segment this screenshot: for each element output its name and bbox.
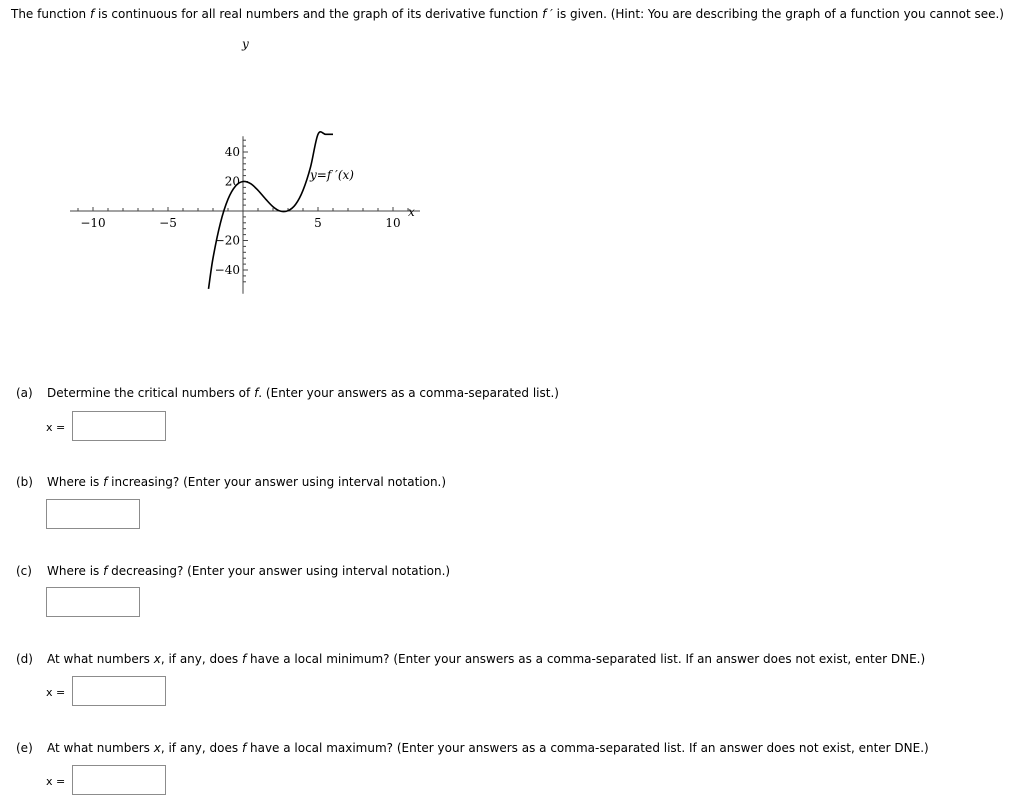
derivative-graph bbox=[70, 30, 430, 375]
question-e-text-1: At what numbers bbox=[47, 741, 154, 755]
answer-c-input[interactable] bbox=[46, 587, 140, 617]
question-a-text-2: . (Enter your answers as a comma-separated list.) bbox=[258, 386, 559, 400]
question-d-text-3: have a local minimum? (Enter your answers as a comma-separated list. If an answer does not exist, enter DNE.) bbox=[246, 652, 926, 666]
question-e-x-symbol: x bbox=[153, 741, 161, 755]
answer-d-input[interactable] bbox=[72, 676, 166, 706]
question-d-tag: (d) bbox=[16, 652, 33, 666]
y-tick-label: 40 bbox=[224, 145, 240, 159]
question-d-f-symbol: f bbox=[241, 652, 247, 666]
question-a bbox=[16, 386, 559, 400]
question-b-text-2: increasing? (Enter your answer using interval notation.) bbox=[107, 475, 447, 489]
question-a-tag: (a) bbox=[16, 386, 33, 400]
intro-text-1: The function bbox=[11, 7, 90, 21]
question-d-text-2: , if any, does bbox=[160, 652, 242, 666]
question-e-text-3: have a local maximum? (Enter your answers as a comma-separated list. If an answer does not exist, enter DNE.) bbox=[246, 741, 929, 755]
question-e-tag: (e) bbox=[16, 741, 33, 755]
question-e-text-2: , if any, does bbox=[160, 741, 242, 755]
question-b-text-1: Where is bbox=[47, 475, 104, 489]
intro-text-2: is continuous for all real numbers and the graph of its derivative function bbox=[94, 7, 543, 21]
question-b-tag: (b) bbox=[16, 475, 33, 489]
y-axis-label: y bbox=[242, 37, 249, 51]
question-d-x-symbol: x bbox=[153, 652, 161, 666]
x-tick-label: 5 bbox=[314, 216, 322, 230]
x-axis-label: x bbox=[408, 205, 415, 219]
answer-d-x-label: x = bbox=[46, 686, 66, 699]
intro-f-symbol: f bbox=[89, 7, 95, 21]
question-a-text-1: Determine the critical numbers of bbox=[47, 386, 255, 400]
question-c-text-1: Where is bbox=[47, 564, 104, 578]
answer-e-input[interactable] bbox=[72, 765, 166, 795]
problem-statement bbox=[11, 7, 1004, 21]
answer-a-input[interactable] bbox=[72, 411, 166, 441]
answer-a-x-label: x = bbox=[46, 421, 66, 434]
question-b bbox=[16, 475, 446, 489]
question-e-f-symbol: f bbox=[241, 741, 247, 755]
question-c-text-2: decreasing? (Enter your answer using interval notation.) bbox=[107, 564, 451, 578]
question-d-text-1: At what numbers bbox=[47, 652, 154, 666]
y-tick-label: 20 bbox=[224, 174, 240, 189]
question-e bbox=[16, 741, 929, 755]
question-b-f-symbol: f bbox=[103, 475, 108, 489]
question-d bbox=[16, 652, 925, 666]
curve-label: y=f ′(x) bbox=[310, 168, 354, 182]
y-tick-label: −40 bbox=[214, 263, 240, 277]
answer-b-input[interactable] bbox=[46, 499, 140, 529]
question-a-f-symbol: f bbox=[254, 386, 259, 400]
question-c-tag: (c) bbox=[16, 564, 32, 578]
intro-text-3: is given. (Hint: You are describing the graph of a function you cannot see.) bbox=[552, 7, 1004, 21]
y-tick-label: −20 bbox=[214, 233, 240, 248]
question-c-f-symbol: f bbox=[103, 564, 108, 578]
x-tick-label: 10 bbox=[385, 216, 401, 230]
x-tick-label: −10 bbox=[80, 216, 106, 230]
intro-fprime-symbol: f ′ bbox=[542, 7, 553, 21]
question-c bbox=[16, 564, 450, 578]
answer-e-x-label: x = bbox=[46, 775, 66, 788]
x-tick-label: −5 bbox=[159, 216, 177, 230]
